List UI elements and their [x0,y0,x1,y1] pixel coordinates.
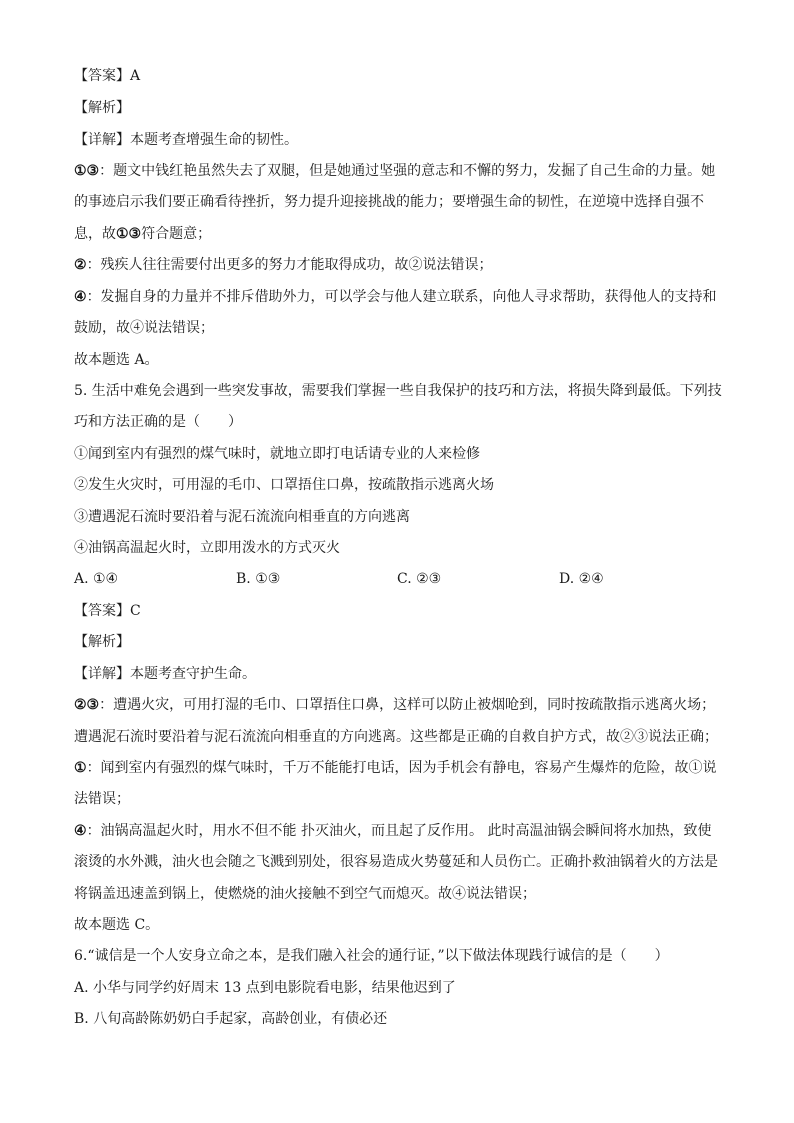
q5-p3-mark: ④ [74,823,87,839]
q5-option-c: C. ②③ [397,571,442,587]
q5-analysis-label: 【解析】 [74,634,130,650]
q4-paragraph-1-line-2: 的事迹启示我们要正确看待挫折，努力提升迎接挑战的能力；要增强生命的韧性，在逆境中选择自强不 [74,194,704,210]
q5-paragraph-2-line-1 [74,758,717,778]
q4-paragraph-3-line-1 [74,287,717,307]
q5-conclusion: 故本题选 C。 [74,917,160,933]
q4-paragraph-3-line-2: 鼓励，故④说法错误； [74,320,214,336]
q4-p2-text: ：残疾人往往需要付出更多的努力才能取得成功，故②说法错误； [86,257,493,273]
answer-label: 【答案】 [74,603,130,619]
q5-stem-line-2: 巧和方法正确的是（ ） [74,414,242,430]
q5-paragraph-1-line-2: 遭遇泥石流时要沿着与泥石流流向相垂直的方向逃离。这些都是正确的自救自护方式，故②③说法正确； [74,729,718,745]
q6-option-a: A. 小华与同学约好周末 13 点到电影院看电影，结果他迟到了 [74,980,456,996]
q5-item-2: ②发生火灾时，可用湿的毛巾、口罩捂住口鼻，按疏散指示逃离火场 [74,477,494,493]
detail-label: 【详解】 [74,666,130,682]
q5-p2-text: ：闻到室内有强烈的煤气味时，千万不能能打电话，因为手机会有静电，容易产生爆炸的危险，故①说 [86,760,717,776]
q4-p1-line3-mark: ①③ [116,226,142,242]
answer-label: 【答案】 [74,68,130,84]
q4-p2-mark: ② [74,257,87,273]
q5-item-1: ①闻到室内有强烈的煤气味时，就地立即打电话请专业的人来检修 [74,446,480,462]
q4-detail [74,130,298,150]
q5-paragraph-1-line-1 [74,695,715,715]
q5-paragraph-2-line-2: 法错误； [74,791,130,807]
q5-detail [74,664,256,684]
q4-p1-line3-pre: 息，故 [74,226,116,242]
q5-item-3: ③遭遇泥石流时要沿着与泥石流流向相垂直的方向逃离 [74,509,410,525]
q4-paragraph-1-line-3 [74,224,211,244]
q4-answer [74,66,140,86]
answer-value: A [130,68,141,84]
detail-label: 【详解】 [74,132,130,148]
detail-intro: 本题考查守护生命。 [130,666,256,682]
q4-p3-text: ：发掘自身的力量并不排斥借助外力，可以学会与他人建立联系，向他人寻求帮助，获得他人的支持和 [86,289,717,305]
q4-p3-mark: ④ [74,289,87,305]
q5-option-b: B. ①③ [236,571,281,587]
answer-value: C [130,603,141,619]
q5-answer [74,601,141,621]
q5-option-a: A. ①④ [74,571,119,587]
q5-paragraph-3-line-2: 滚烫的水外溅，油火也会随之飞溅到别处，很容易造成火势蔓延和人员伤亡。正确扑救油锅着火的方法是 [74,854,718,870]
q5-p1-mark: ②③ [74,697,100,713]
q5-paragraph-3-line-3: 将锅盖迅速盖到锅上，使燃烧的油火接触不到空气而熄灭。故④说法错误； [74,886,536,902]
q4-p1-text: ：题文中钱红艳虽然失去了双腿，但是她通过坚强的意志和不懈的努力，发掘了自己生命的力量。她 [99,163,716,179]
q5-p1-text: ：遭遇火灾，可用打湿的毛巾、口罩捂住口鼻，这样可以防止被烟呛到，同时按疏散指示逃离火场； [99,697,716,713]
q5-p2-mark: ① [74,760,87,776]
q4-analysis-label: 【解析】 [74,100,130,116]
q4-paragraph-2 [74,255,493,275]
q4-p1-mark: ①③ [74,163,100,179]
q4-p1-line3-post: 符合题意； [141,226,212,242]
q4-paragraph-1-line-1 [74,161,715,181]
q6-option-b: B. 八旬高龄陈奶奶白手起家，高龄创业，有债必还 [74,1011,388,1027]
q5-stem-line-1: 5. 生活中难免会遇到一些突发事故，需要我们掌握一些自我保护的技巧和方法，将损失降到最低。下列技 [74,383,722,399]
q6-stem: 6.“诚信是一个人安身立命之本，是我们融入社会的通行证，”以下做法体现践行诚信的是（ ） [74,948,669,964]
q5-p3-text: ：油锅高温起火时，用水不但不能 扑灭油火，而且起了反作用。 此时高温油锅会瞬间将水加热，致使 [86,823,712,839]
q4-conclusion: 故本题选 A。 [74,352,159,368]
q5-option-d: D. ②④ [559,571,604,587]
detail-intro: 本题考查增强生命的韧性。 [130,132,298,148]
q5-item-4: ④油锅高温起火时，立即用泼水的方式灭火 [74,540,340,556]
q5-paragraph-3-line-1 [74,821,711,841]
